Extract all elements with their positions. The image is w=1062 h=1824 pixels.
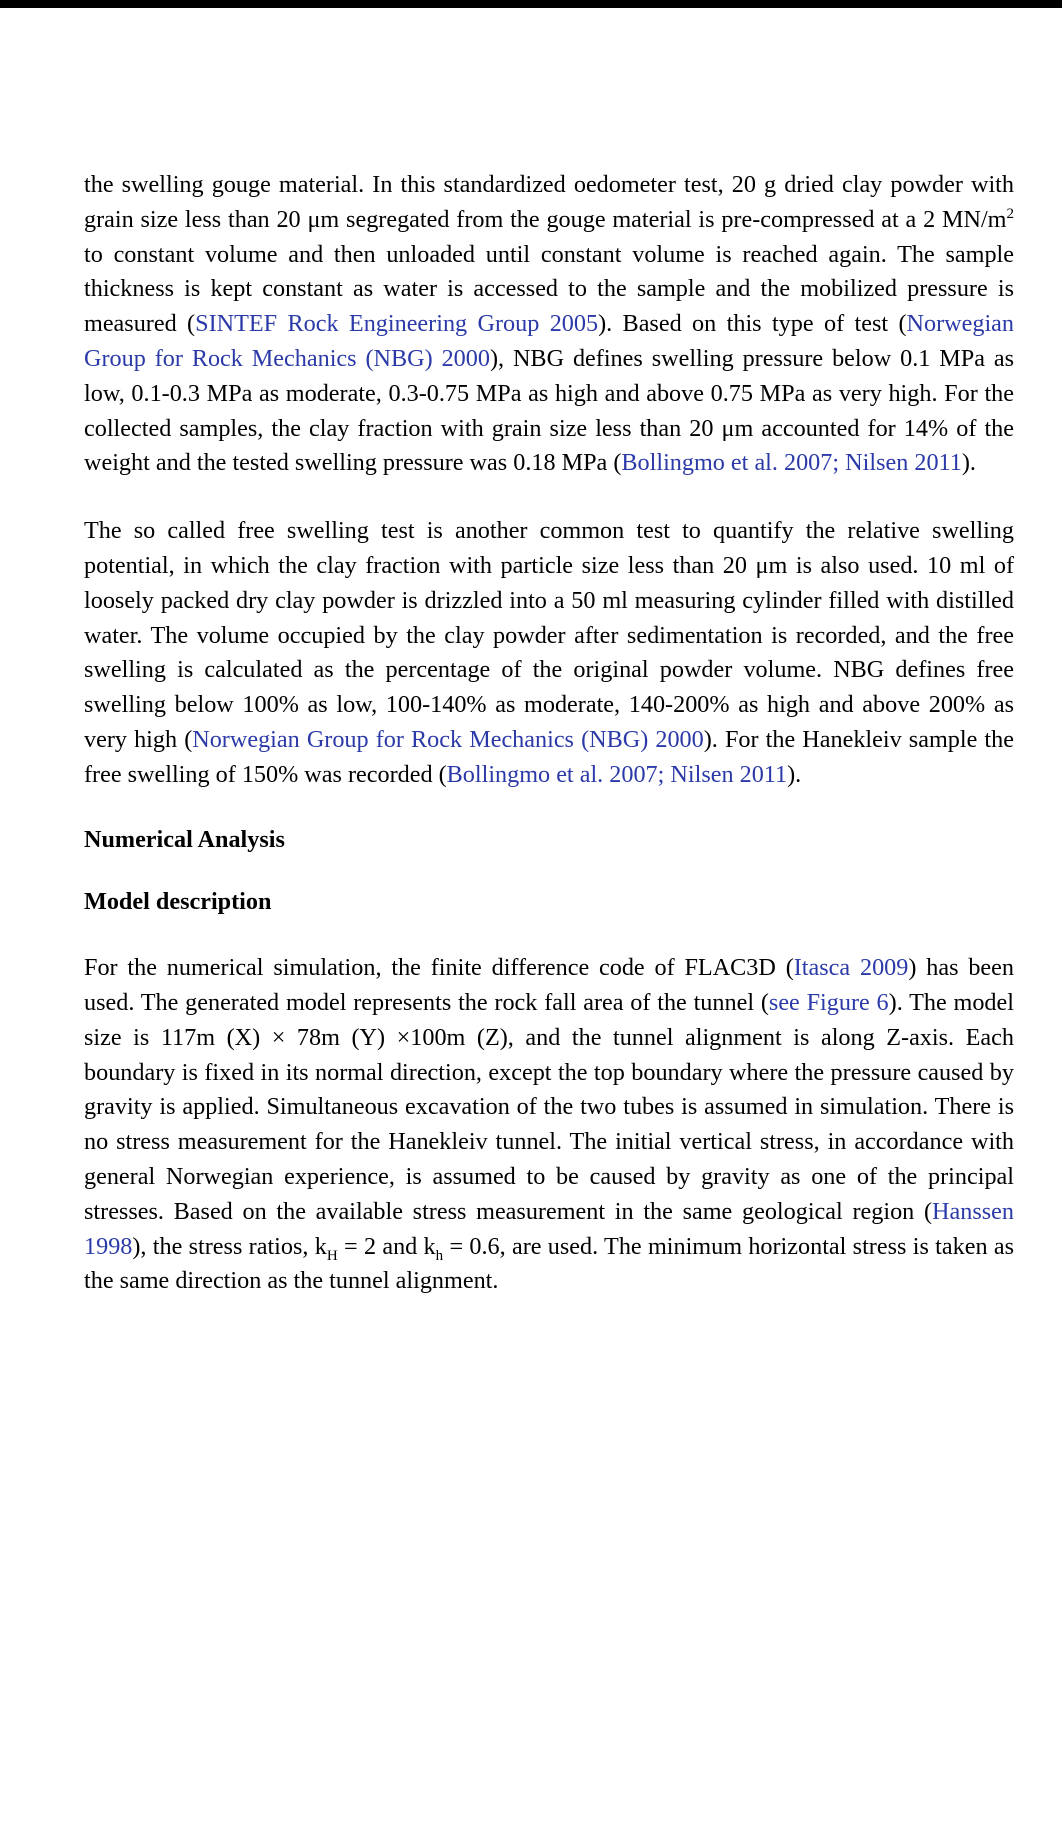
text-run: = 0.6, are used. The minimum horizontal stress is taken as the same direction as the tunnel alignment.: [84, 1232, 1014, 1295]
top-bar: [0, 0, 1062, 8]
document-body: [84, 168, 1014, 1299]
text-run: to constant volume and then unloaded until constant volume is reached again. The sample thickness is kept constant as water is accessed to the sample and the mobilized pressure is measured (: [84, 240, 1014, 338]
section-heading: Numerical Analysis: [84, 825, 285, 853]
text-run: ) has been used. The generated model represents the rock fall area of the tunnel (: [84, 954, 1014, 1016]
text-run: ), the stress ratios, k: [132, 1232, 327, 1260]
superscript: 2: [1006, 205, 1014, 222]
text-run: ). For the Hanekleiv sample the free swelling of 150% was recorded (: [84, 725, 1014, 788]
paragraph-swelling-pressure: [84, 168, 1014, 481]
text-run: For the numerical simulation, the finite difference code of FLAC3D (: [84, 954, 794, 982]
citation-separator: ;: [832, 449, 846, 477]
citation-link-itasca[interactable]: Itasca 2009: [793, 954, 909, 982]
text-run: ). Based on this type of test (: [598, 310, 907, 338]
subscript: H: [326, 1247, 338, 1264]
citation-link-bollingmo[interactable]: Bollingmo et al. 2007: [446, 760, 658, 788]
paragraph-free-swelling: [84, 514, 1014, 792]
citation-link-bollingmo[interactable]: Bollingmo et al. 2007: [621, 449, 833, 477]
text-run: ). The model size is 117m (X) × 78m (Y) ×100m (Z), and the tunnel alignment is along Z-axis. Each boundary is fixed in its normal direction, except the top boundary where the pressure caused by gravity is applied. Simultaneous excavation of the two tubes is assumed in simulation. There is no stress measurement for the Hanekleiv tunnel. The initial vertical stress, in accordance with general Norwegian experience, is assumed to be caused by gravity as one of the principal stresses. Based on the available stress measurement in the same geological region (: [84, 988, 1014, 1225]
figure-link[interactable]: see Figure 6: [768, 988, 889, 1016]
subscript: h: [435, 1247, 444, 1264]
citation-separator: ;: [657, 760, 671, 788]
citation-link-sintef[interactable]: SINTEF Rock Engineering Group 2005: [195, 310, 599, 338]
text-run: ), NBG defines swelling pressure below 0.1 MPa as low, 0.1-0.3 MPa as moderate, 0.3-0.75 MPa as high and above 0.75 MPa as very high. For the collected samples, the clay fraction with grain size less than 20 μm accounted for 14% of the weight and the tested swelling pressure was 0.18 MPa (: [84, 344, 1015, 477]
citation-link-nilsen[interactable]: Nilsen 2011: [670, 760, 788, 788]
citation-link-nilsen[interactable]: Nilsen 2011: [845, 449, 962, 477]
text-run: = 2 and k: [337, 1232, 436, 1260]
text-run: the swelling gouge material. In this standardized oedometer test, 20 g dried clay powder with grain size less than 20 μm segregated from the gouge material is pre-compressed at a 2 MN/m: [84, 171, 1014, 233]
text-run: ).: [787, 760, 802, 788]
citation-link-nbg[interactable]: Norwegian Group for Rock Mechanics (NBG) 2000: [192, 725, 704, 753]
citation-link-nbg[interactable]: Norwegian Group for Rock Mechanics (NBG) 2000: [84, 310, 1015, 372]
text-run: ).: [961, 449, 976, 477]
citation-link-hanssen[interactable]: Hanssen 1998: [84, 1197, 1014, 1260]
paragraph-model-description: [84, 951, 1014, 1299]
text-run: The so called free swelling test is another common test to quantify the relative swelling potential, in which the clay fraction with particle size less than 20 μm is also used. 10 ml of loosely packed dry clay powder is drizzled into a 50 ml measuring cylinder filled with distilled water. The volume occupied by the clay powder after sedimentation is recorded, and the free swelling is calculated as the percentage of the original powder volume. NBG defines free swelling below 100% as low, 100-140% as moderate, 140-200% as high and above 200% as very high (: [84, 517, 1014, 753]
subsection-heading: Model description: [84, 888, 272, 916]
